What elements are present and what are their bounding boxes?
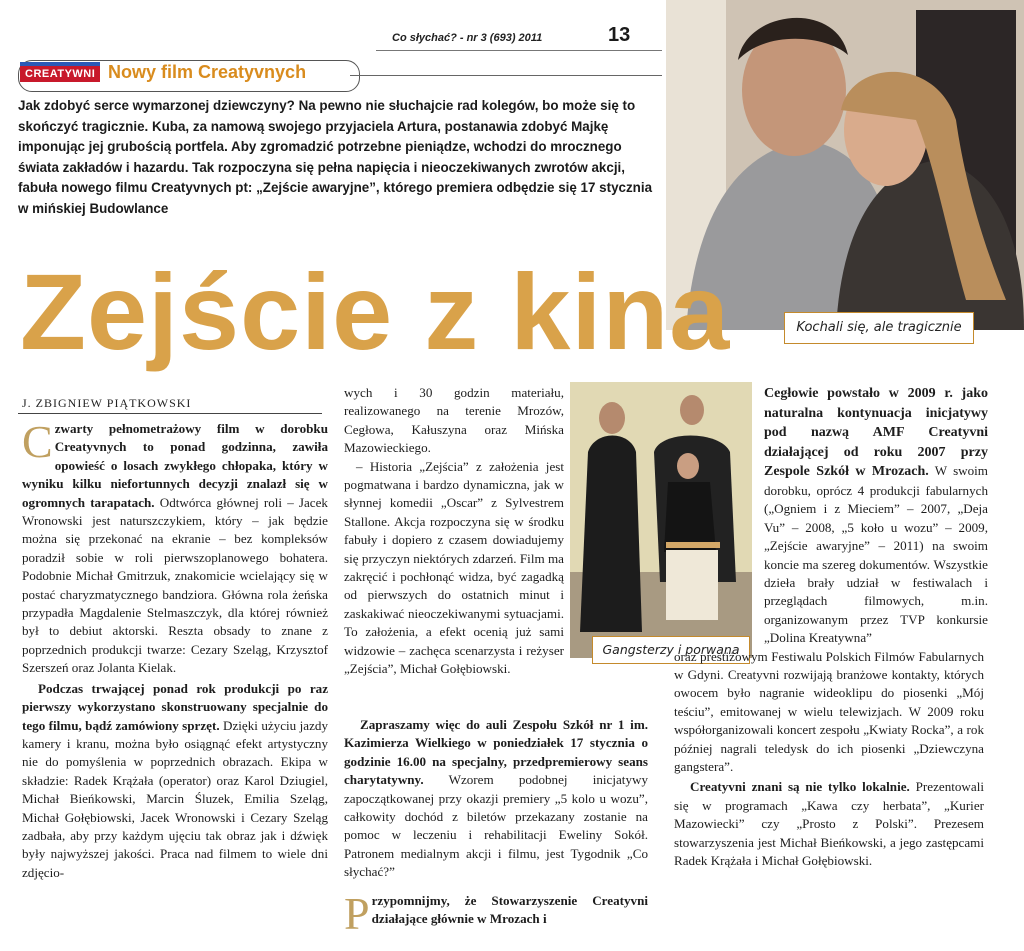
paragraph: – Historia „Zejścia” z założenia jest pogmatwana i bardzo dynamiczna, jak w słynnej komedii „Oscar” z Sylvestrem Stallone. Akcja rozpoczyna się w środku fabuły i dopiero z czasem dowiadujemy się przyczyn niektórych zdarzeń. Film ma zakręcić i pochłonąć widza, być zagadką od pierwszych do ostatnich minut i zaskakiwać nieoczekiwanymi sytuacjami. To założenia, a efekt ocenią już sami widzowie – zachęca scenarzysta i reżyser „Zejścia”, Michał Gołębiowski. — [344, 458, 564, 677]
drop-cap: C — [22, 416, 53, 467]
paragraph-body: Prezentowali się w programach „Kawa czy herbata”, „Kurier Mazowiecki” czy „Prosto z Polski”. Prezesem stowarzyszenia jest Michał Bieńkowski, a jego zastępcami Radek Krążała i Michał Gołębiowski. — [674, 779, 984, 869]
paragraph-body: W swoim dorobku, oprócz 4 produkcji fabularnych („Ogniem i z Mieciem” – 2007, „Deja Vu” – 2008, „5 koło u wozu” – 2009, „Zejście awaryjne” – 2011) na swoim koncie ma szereg dokumentów. Wszystkie dzieła brały udział w festiwalach i przeglądach filmowych, m.in. organizowanym przez TVP konkursie „Dolina Kreatywna” — [764, 463, 988, 646]
paragraph-body: Dzięki użyciu jazdy kamery i kranu, można było osiągnąć efekt artystyczny nie do pomyślenia w poprzednich obrazach. Ekipa w składzie: Radek Krążała (operator) oraz Karol Dziugiel, Michał Bieńkowski, Marcin Śluzek, Emilia Szeląg, Michał Gołębiowski, Jacek Wronowski i Cezary Szeląg zadbała, aby przy każdym ujęciu tak obraz jak i dźwięk były najwyższej jakości. Praca nad filmem to wiele dni zdjęcio- — [22, 717, 328, 880]
paragraph-lead: Creatyvni znani są nie tylko lokalnie. — [690, 779, 910, 795]
paragraph-lead: Cegłowie powstało w 2009 r. jako naturalna kontynuacja inicjatywy pod nazwą AMF Creatyvni działającej od roku 2007 przy Zespole Szkół w Mrozach. — [764, 386, 988, 480]
section-title: Nowy film Creatyvnych — [108, 62, 307, 82]
article-column-2 — [344, 384, 564, 679]
paragraph: oraz prestiżowym Festiwalu Polskich Filmów Fabularnych w Gdyni. Creatyvni rozwijają branżowe kontakty, których owocem było nagranie wideoklipu do piosenki „Mój teściu”, emitowanej w wielu telewizjach. W 2009 roku współorganizowali koncert zespołu „Kwiaty Rocka”, a rok później nagrali teledysk do ich piosenki „Dziewczyna gangstera”. — [674, 648, 984, 775]
paragraph — [764, 384, 988, 648]
section-divider — [350, 75, 662, 76]
paragraph — [344, 716, 648, 882]
article-column-3 — [674, 384, 988, 871]
paragraph-lead: rzypomnijmy, że Stowarzyszenie Creatyvni działające głównie w Mrozach i — [371, 892, 648, 927]
paragraph — [344, 887, 648, 939]
paragraph-lead: Podczas trwającej ponad rok produkcji po raz pierwszy wykorzystano skonstruowany specjalnie do tego filmu, bądź zamówiony sprzęt. — [22, 680, 328, 733]
author-byline: J. ZBIGNIEW PIĄTKOWSKI — [22, 396, 192, 410]
paragraph-lead: zwarty pełnometrażowy film w dorobku Creatyvnych to ponad godzinna, zawiła opowieść o losach zwykłego chłopaka, który w wyniku kilku niefortunnych decyzji znalazł się w ogromnych tarapatach. — [22, 421, 328, 510]
paragraph: wych i 30 godzin materiału, realizowanego na terenie Mrozów, Cegłowa, Kałuszyna oraz Mińska Mazowieckiego. — [344, 385, 564, 456]
article-column-2-lower — [344, 716, 648, 939]
paragraph-body: Odtwórca głównej roli – Jacek Wronowski jest naturszczykiem, który – jak będzie można się przekonać na ekranie – bez kompleksów poradził sobie w roli pierwszoplanowego bohatera. Podobnie Michał Gmitrzuk, znakomicie wcielający się w postać charyzmatycznego bandziora. Główna rola żeńska przypadła Magdalenie Stelmaszczyk, dla której również był to debiut aktorski. Reszta obsady to znane z poprzednich produkcji twarze: Cezary Szeląg, Krzysztof Szerszeń oraz Jolanta Kielak. — [22, 494, 328, 676]
paragraph-body: Wzorem podobnej inicjatywy zapoczątkowanej przy okazji premiery „5 kolo u wozu”, całkowity dochód z biletów przekazany zostanie na pomoc w leczeniu i rehabilitacji Eweliny Sokół. Patronem medialnym akcji i filmu, jest Tygodnik „Co słychać?” — [344, 772, 648, 880]
article-column-1 — [22, 416, 328, 882]
photo-caption: Gangsterzy i porwana — [592, 636, 750, 664]
issue-info: Co słychać? - nr 3 (693) 2011 — [392, 32, 543, 44]
section-badge: CREATYWNI — [20, 66, 100, 82]
paragraph — [674, 778, 984, 870]
paragraph — [22, 680, 328, 882]
paragraph-lead: Zapraszamy więc do auli Zespołu Szkół nr 1 im. Kazimierza Wielkiego w poniedziałek 17 stycznia o godzinie 16.00 na specjalny, przedpremierowy seans charytatywny. — [344, 717, 648, 788]
page-number: 13 — [608, 24, 631, 46]
paragraph — [22, 416, 328, 678]
drop-cap: P — [344, 887, 370, 939]
byline-divider — [18, 413, 322, 414]
headline: Zejście z kina — [20, 251, 731, 372]
photo-caption: Kochali się, ale tragicznie — [784, 312, 974, 344]
lead-paragraph: Jak zdobyć serce wymarzonej dziewczyny? Na pewno nie słuchajcie rad kolegów, bo może się to skończyć tragicznie. Kuba, za namową swojego przyjaciela Artura, postanawia zdobyć Majkę imponując jej grubością portfela. Aby zgromadzić potrzebne pieniądze, wchodzi do mrocznego świata zakładów i hazardu. Tak rozpoczyna się pełna napięcia i nieoczekiwanych zwrotów akcji, fabuła nowego filmu Creatyvnych pt: „Zejście awaryjne”, którego premiera odbędzie się 17 stycznia w mińskiej Budowlance — [18, 98, 653, 216]
header-divider — [376, 50, 662, 51]
